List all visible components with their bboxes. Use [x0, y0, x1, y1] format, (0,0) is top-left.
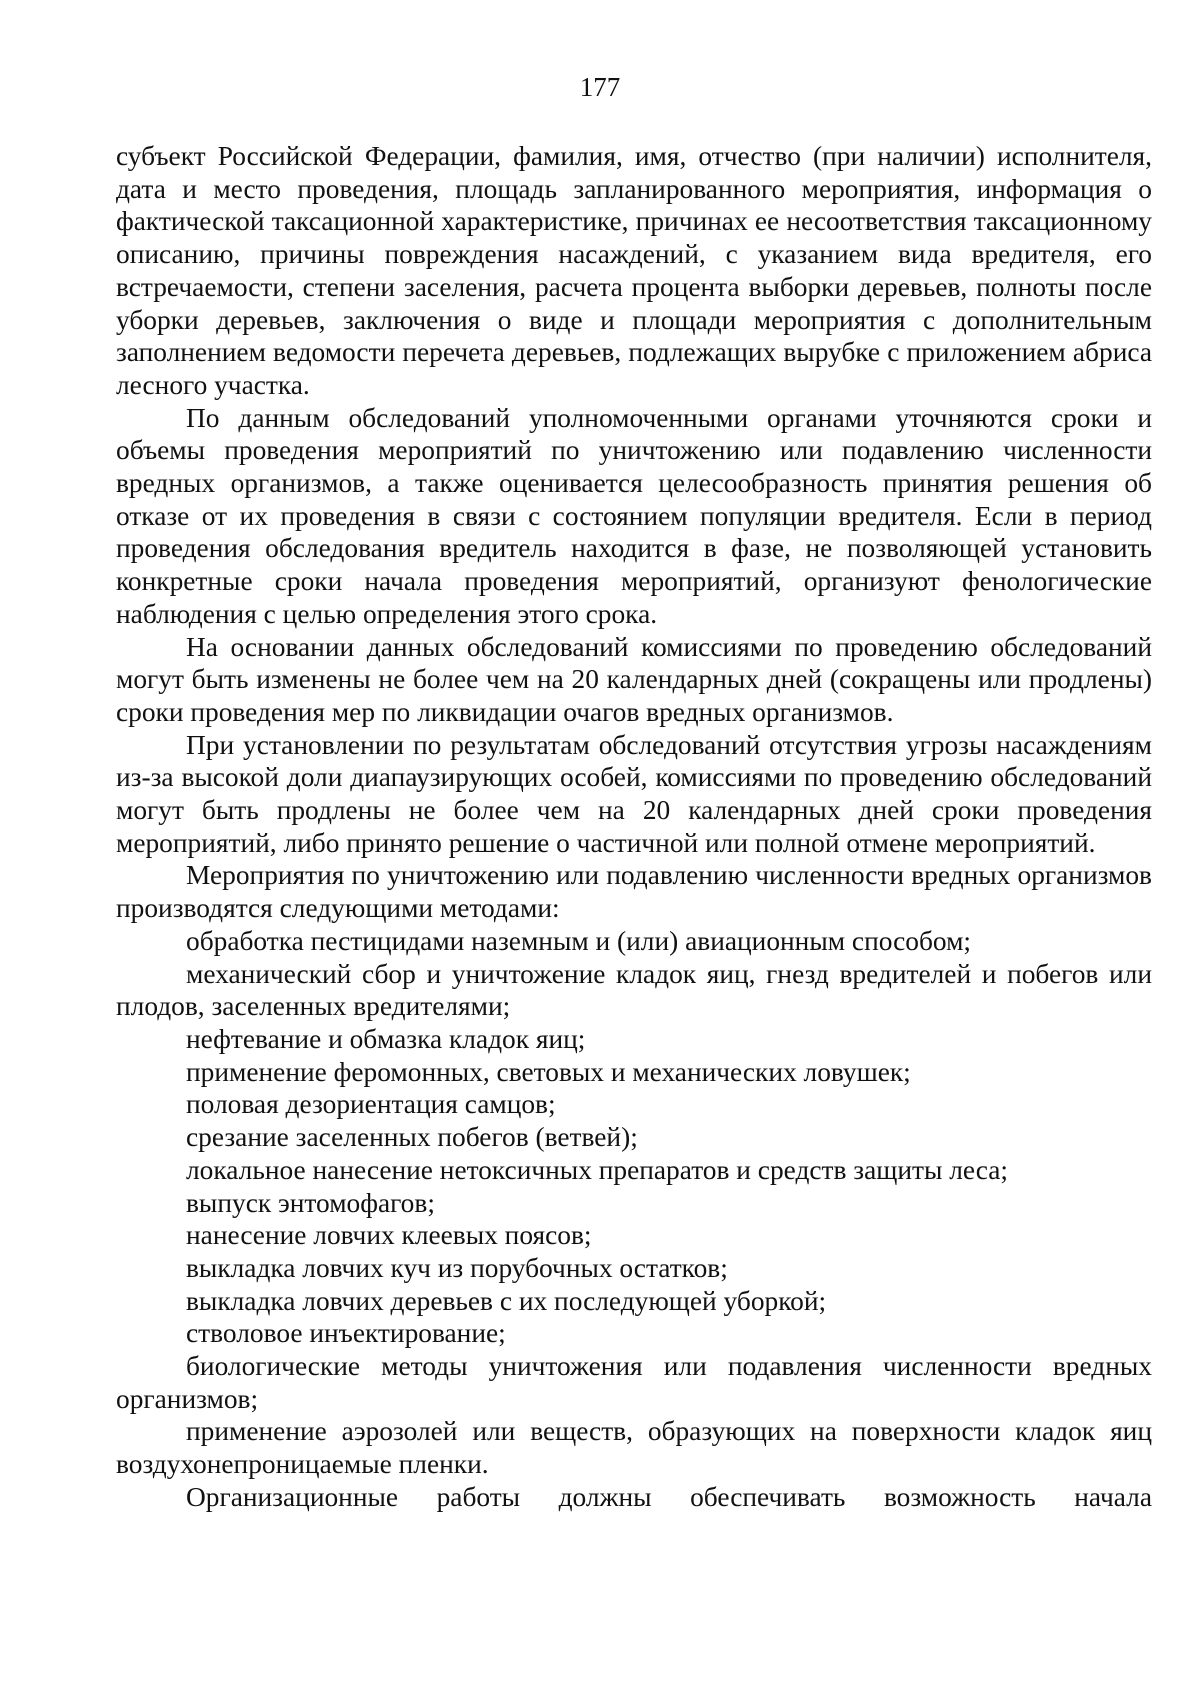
page-number: 177 [579, 72, 621, 102]
list-item: локальное нанесение нетоксичных препаратов и средств защиты леса; [186, 1154, 1008, 1185]
list-item: биологические методы уничтожения или подавления численности вредных организмов; [116, 1351, 1152, 1414]
paragraph: Мероприятия по уничтожению или подавлению численности вредных организмов производятся следующими методами: [116, 860, 1152, 924]
paragraph: На основании данных обследований комиссиями по проведению обследований могут быть изменены не более чем на 20 календарных дней (сокращены или продлены) сроки проведения мер по ликвидации очагов вредных организмов. [116, 631, 1152, 727]
paragraph: субъект Российской Федерации, фамилия, имя, отчество (при наличии) исполнителя, дата и место проведения, площадь запланированного мероприятия, информация о фактической таксационной характеристике, причинах ее несоответствия таксационному описанию, причины повреждения насаждений, с указанием вида вредителя, его встречаемости, степени заселения, расчета процента выборки деревьев, полноты после уборки деревьев, заключения о виде и площади мероприятия с дополнительным заполнением ведомости перечета деревьев, подлежащих вырубке с приложением абриса лесного участка. [116, 141, 1152, 400]
paragraph: Организационные работы должны обеспечивать возможность начала [186, 1481, 1152, 1512]
list-item: нефтевание и обмазка кладок яиц; [186, 1023, 586, 1054]
list-item: механический сбор и уничтожение кладок яиц, гнезд вредителей и побегов или плодов, заселенных вредителями; [116, 958, 1152, 1022]
paragraph: По данным обследований уполномоченными органами уточняются сроки и объемы проведения мероприятий по уничтожению или подавлению численности вредных организмов, а также оценивается целесообразность принятия решения об отказе от их проведения в связи с состоянием популяции вредителя. Если в период проведения обследования вредитель находится в фазе, не позволяющей установить конкретные сроки начала проведения мероприятий, организуют фенологические наблюдения с целью определения этого срока. [116, 402, 1152, 629]
list-item: выпуск энтомофагов; [186, 1187, 435, 1218]
document-body [116, 140, 1152, 1514]
list-item: применение феромонных, световых и механических ловушек; [186, 1056, 911, 1087]
list-item: выкладка ловчих куч из порубочных остатков; [186, 1252, 728, 1283]
list-item: срезание заселенных побегов (ветвей); [186, 1122, 638, 1153]
list-item: обработка пестицидами наземным и (или) авиационным способом; [186, 925, 972, 956]
list-item: выкладка ловчих деревьев с их последующей уборкой; [186, 1285, 827, 1316]
list-item: половая дезориентация самцов; [186, 1089, 556, 1120]
list-item: применение аэрозолей или веществ, образующих на поверхности кладок яиц воздухонепроницаемые пленки. [116, 1416, 1152, 1480]
list-item: стволовое инъектирование; [186, 1318, 506, 1349]
list-item: нанесение ловчих клеевых поясов; [186, 1220, 592, 1251]
paragraph: При установлении по результатам обследований отсутствия угрозы насаждениям из-за высокой доли диапаузирующих особей, комиссиями по проведению обследований могут быть продлены не более чем на 20 календарных дней сроки проведения мероприятий, либо принято решение о частичной или полной отмене мероприятий. [116, 729, 1152, 858]
